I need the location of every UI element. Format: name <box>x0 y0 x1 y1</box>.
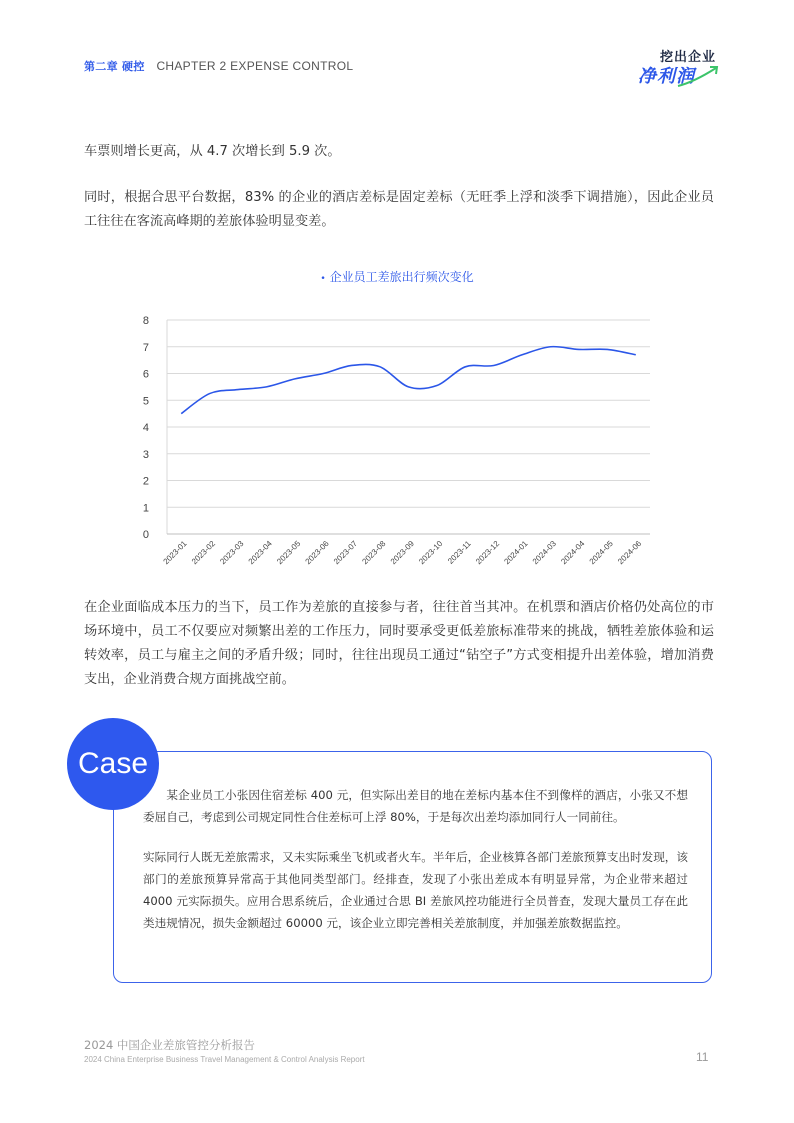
chart-title-text: 企业员工差旅出行频次变化 <box>329 270 474 284</box>
paragraph-3: 在企业面临成本压力的当下，员工作为差旅的直接参与者，往往首当其冲。在机票和酒店价格仍处高位的市场环境中，员工不仅要应对频繁出差的工作压力，同时要承受更低差旅标准带来的挑战，牺牲差旅体验和运转效率，员工与雇主之间的矛盾升级；同时，往往出现员工通过“钻空子”方式变相提升出差体验，增加消费支出，企业消费合规方面挑战空前。 <box>84 600 714 687</box>
x-tick-label: 2023-11 <box>446 539 473 566</box>
x-tick-label: 2023-09 <box>388 539 416 567</box>
series-line <box>181 347 636 414</box>
page-footer <box>84 1037 365 1064</box>
x-tick-label: 2024-03 <box>530 539 558 567</box>
bullet-dot-icon: • <box>320 274 326 284</box>
x-tick-label: 2023-12 <box>474 539 502 567</box>
y-tick-label: 7 <box>142 341 149 354</box>
y-tick-label: 0 <box>142 529 149 541</box>
x-tick-label: 2023-05 <box>275 539 303 567</box>
x-tick-label: 2023-04 <box>246 539 274 567</box>
y-tick-label: 4 <box>142 422 149 434</box>
case-paragraph-2: 实际同行人既无差旅需求，又未实际乘坐飞机或者火车。半年后，企业核算各部门差旅预算支出时发现，该部门的差旅预算异常高于其他同类型部门。经排查，发现了小张出差成本有明显异常，为企业带来超过 4000 元实际损失。应用合思系统后，企业通过合思 BI 差旅风控功能进行全员普查，发现大量员工存在此类违规情况，损失金额超过 60000 元，该企业立即完善相关差旅制度，并加强差旅数据监控。 <box>143 850 688 930</box>
footer-title-cn: 2024 中国企业差旅管控分析报告 <box>84 1038 255 1052</box>
chapter-cn: 第二章 硬控 <box>84 60 145 73</box>
page-header <box>84 58 353 74</box>
x-tick-label: 2024-04 <box>559 539 587 567</box>
case-badge: Case <box>67 718 159 810</box>
chapter-en: CHAPTER 2 EXPENSE CONTROL <box>156 59 354 73</box>
y-tick-label: 8 <box>142 315 149 327</box>
paragraph-2: 同时，根据合思平台数据，83% 的企业的酒店差标是固定差标（无旺季上浮和淡季下调措施），因此企业员工往往在客流高峰期的差旅体验明显变差。 <box>84 190 714 229</box>
x-tick-label: 2023-02 <box>189 539 218 567</box>
chart-title <box>0 268 794 285</box>
growth-arrow-icon <box>676 64 720 90</box>
logo-line1: 挖出企业 <box>659 50 716 65</box>
x-tick-label: 2023-08 <box>360 539 388 567</box>
y-tick-label: 6 <box>142 368 149 381</box>
y-tick-label: 3 <box>142 448 149 461</box>
y-tick-label: 5 <box>142 395 149 408</box>
x-tick-label: 2024-05 <box>587 539 615 567</box>
logo-line2: 净利润 <box>638 66 695 87</box>
footer-title-en: 2024 China Enterprise Business Travel Management & Control Analysis Report <box>84 1055 365 1064</box>
x-tick-label: 2023-01 <box>161 539 189 567</box>
x-tick-label: 2024-01 <box>502 539 530 567</box>
page-number: 11 <box>696 1050 709 1064</box>
x-tick-label: 2023-06 <box>303 539 331 567</box>
x-tick-label: 2023-07 <box>331 539 360 567</box>
x-tick-label: 2023-10 <box>417 539 445 567</box>
x-tick-label: 2023-03 <box>218 539 246 567</box>
brand-logo <box>636 46 720 90</box>
case-paragraph-1: 某企业员工小张因住宿差标 400 元，但实际出差目的地在差标内基本住不到像样的酒店，小张又不想委屈自己，考虑到公司规定同性合住差标可上浮 80%，于是每次出差均添加同行人一同前往。 <box>143 788 688 824</box>
x-tick-label: 2024-06 <box>616 539 644 567</box>
y-tick-label: 1 <box>142 502 149 515</box>
paragraph-1: 车票则增长更高，从 4.7 次增长到 5.9 次。 <box>84 144 341 159</box>
y-tick-label: 2 <box>142 475 149 488</box>
travel-frequency-line-chart <box>130 306 670 576</box>
